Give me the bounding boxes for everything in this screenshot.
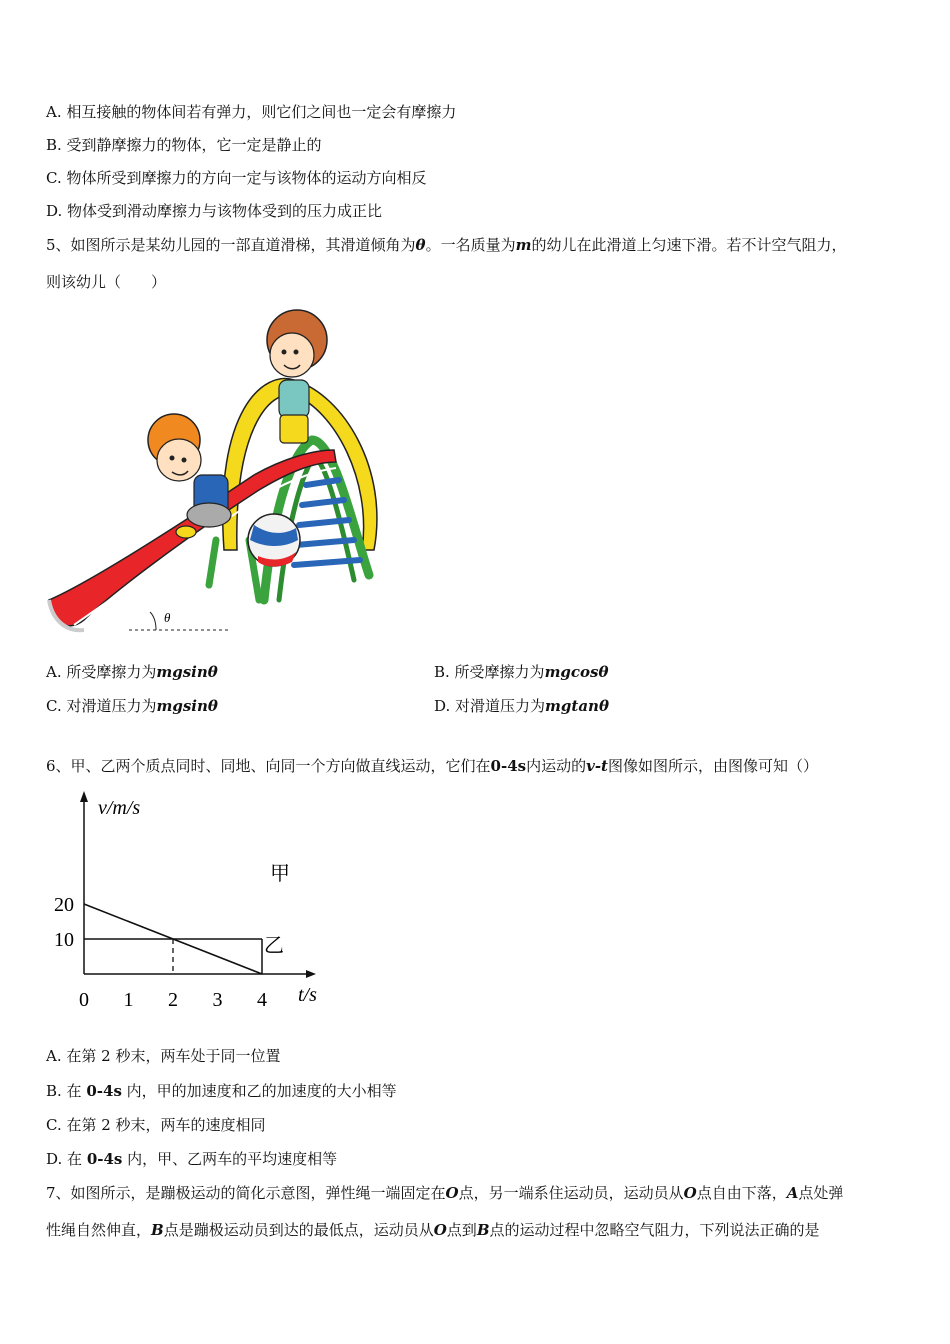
q4-option-b: B. 受到静摩擦力的物体，它一定是静止的 [46,136,322,154]
q5-option-a: A. 所受摩擦力为mgsinθ [46,663,218,681]
q6-option-c: C. 在第 2 秒末，两车的速度相同 [46,1116,266,1134]
y-tick-label: 20 [54,894,74,916]
q6-option-a: A. 在第 2 秒末，两车处于同一位置 [46,1047,281,1065]
x-axis-arrow [306,970,316,978]
q5-stem-line2: 则该幼儿（ ） [46,273,167,291]
q5-stem-line1: 5、如图所示是某幼儿园的一部直道滑梯，其滑道倾角为θ。一名质量为m的幼儿在此滑道上匀速下滑。若不计空气阻力， [46,236,847,254]
y-axis-arrow [80,791,88,802]
x-tick-label: 2 [168,989,178,1011]
q6-option-b: B. 在 0-4s 内，甲的加速度和乙的加速度的大小相等 [46,1082,397,1100]
x-axis-label: t/s [298,984,317,1006]
q4-option-c: C. 物体所受到摩擦力的方向一定与该物体的运动方向相反 [46,169,427,187]
q4-option-a: A. 相互接触的物体间若有弹力，则它们之间也一定会有摩擦力 [46,103,457,121]
x-tick-label: 1 [123,989,134,1011]
q5-option-c: C. 对滑道压力为mgsinθ [46,697,218,715]
slide-angle-label: θ [164,610,171,625]
series-label-jia: 甲 [270,863,290,885]
q6-option-d: D. 在 0-4s 内，甲、乙两车的平均速度相等 [46,1150,338,1168]
q5-option-d: D. 对滑道压力为mgtanθ [434,697,609,715]
q5-option-b: B. 所受摩擦力为mgcosθ [434,663,609,681]
x-tick-label: 4 [257,989,267,1011]
q6-stem: 6、甲、乙两个质点同时、同地、向同一个方向做直线运动，它们在0-4s内运动的v-t图像如图所示，由图像可知（） [46,757,818,775]
y-tick-label: 10 [54,929,74,951]
q4-option-d: D. 物体受到滑动摩擦力与该物体受到的压力成正比 [46,202,383,220]
q7-stem-line2: 性绳自然伸直，B点是蹦极运动员到达的最低点，运动员从O点到B点的运动过程中忽略空气阻力，下列说法正确的是 [46,1221,820,1239]
q7-stem-line1: 7、如图所示，是蹦极运动的简化示意图，弹性绳一端固定在O点，另一端系住运动员，运动员从O点自由下落，A点处弹 [46,1184,844,1202]
x-tick-label: 3 [212,989,223,1011]
slide-illustration [44,300,384,645]
vt-chart [44,788,344,1018]
y-axis-label: v/m/s [98,797,141,819]
series-label-yi: 乙 [264,935,284,957]
x-tick-label: 0 [79,989,89,1011]
